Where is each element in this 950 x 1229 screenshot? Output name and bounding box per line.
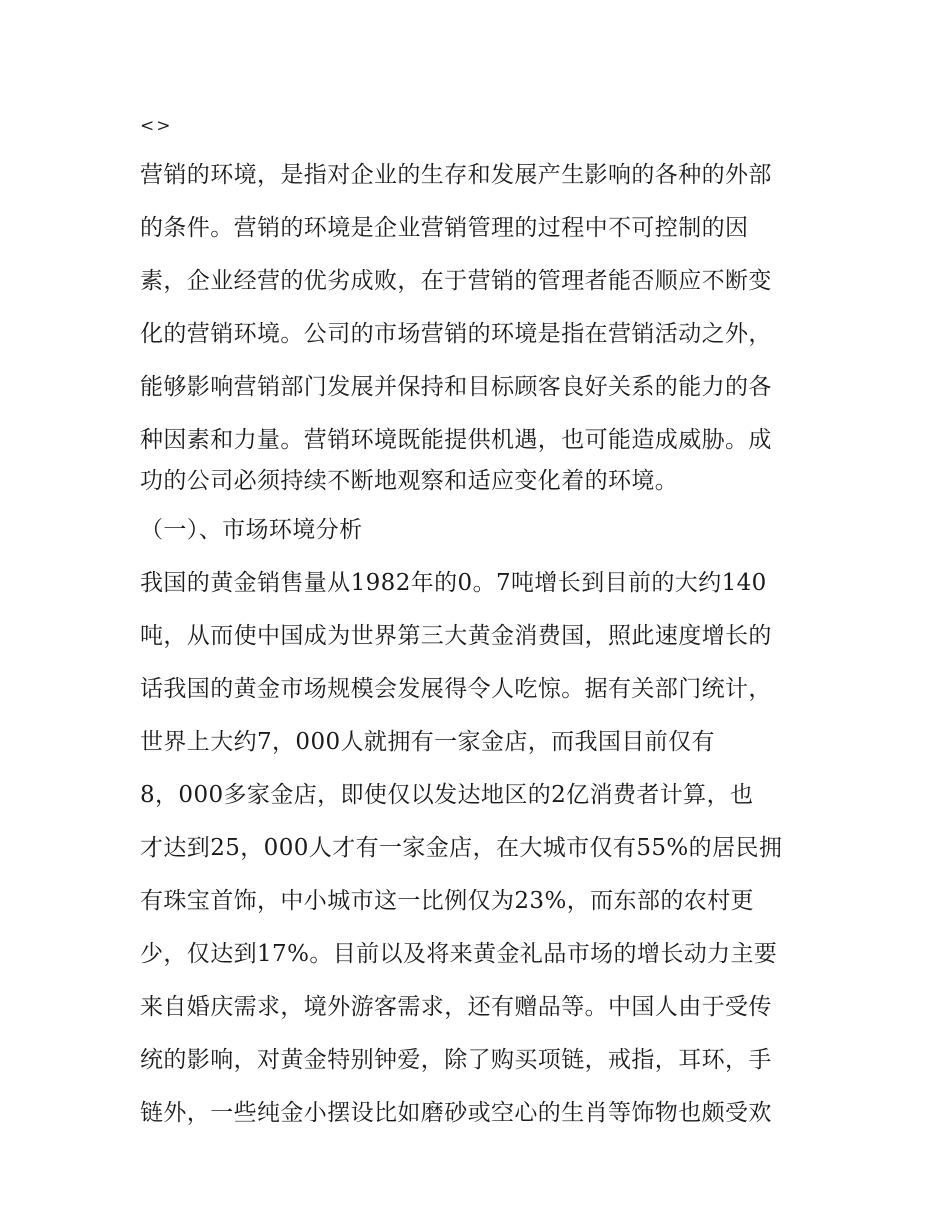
paragraph-line-19: 链外，一些纯金小摆设比如磨砂或空心的生肖等饰物也颇受欢 [140, 1100, 772, 1126]
paragraph-line-14: 才达到25，000人才有一家金店，在大城市仅有55%的居民拥 [140, 835, 783, 861]
paragraph-line-6: 种因素和力量。营销环境既能提供机遇，也可能造成威胁。成 [140, 427, 772, 453]
paragraph-line-18: 统的影响，对黄金特别钟爱，除了购买项链，戒指，耳环，手 [140, 1047, 772, 1073]
paragraph-line-15: 有珠宝首饰，中小城市这一比例仅为23%，而东部的农村更 [140, 888, 754, 914]
paragraph-line-12: 世界上大约7，000人就拥有一家金店，而我国目前仅有 [140, 729, 715, 755]
paragraph-line-10: 吨，从而使中国成为世界第三大黄金消费国，照此速度增长的 [140, 623, 772, 649]
paragraph-line-9: 我国的黄金销售量从1982年的0。7吨增长到目前的大约140 [140, 570, 767, 596]
paragraph-line-5: 能够影响营销部门发展并保持和目标顾客良好关系的能力的各 [140, 374, 772, 400]
paragraph-line-7: 功的公司必须持续不断地观察和适应变化着的环境。 [140, 468, 679, 494]
paragraph-line-3: 素，企业经营的优劣成败，在于营销的管理者能否顺应不断变 [140, 268, 772, 294]
paragraph-line-16: 少，仅达到17%。目前以及将来黄金礼品市场的增长动力主要 [140, 941, 778, 967]
section-heading: （一）、市场环境分析 [140, 517, 363, 543]
paragraph-line-17: 来自婚庆需求，境外游客需求，还有赠品等。中国人由于受传 [140, 994, 772, 1020]
paragraph-line-13: 8，000多家金店，即使仅以发达地区的2亿消费者计算，也 [140, 782, 754, 808]
paragraph-line-11: 话我国的黄金市场规模会发展得令人吃惊。据有关部门统计， [140, 676, 772, 702]
paragraph-line-2: 的条件。营销的环境是企业营销管理的过程中不可控制的因 [140, 215, 749, 241]
page-marker: <> [140, 116, 173, 136]
paragraph-line-4: 化的营销环境。公司的市场营销的环境是指在营销活动之外， [140, 321, 772, 347]
paragraph-line-1: 营销的环境，是指对企业的生存和发展产生影响的各种的外部 [140, 162, 772, 188]
